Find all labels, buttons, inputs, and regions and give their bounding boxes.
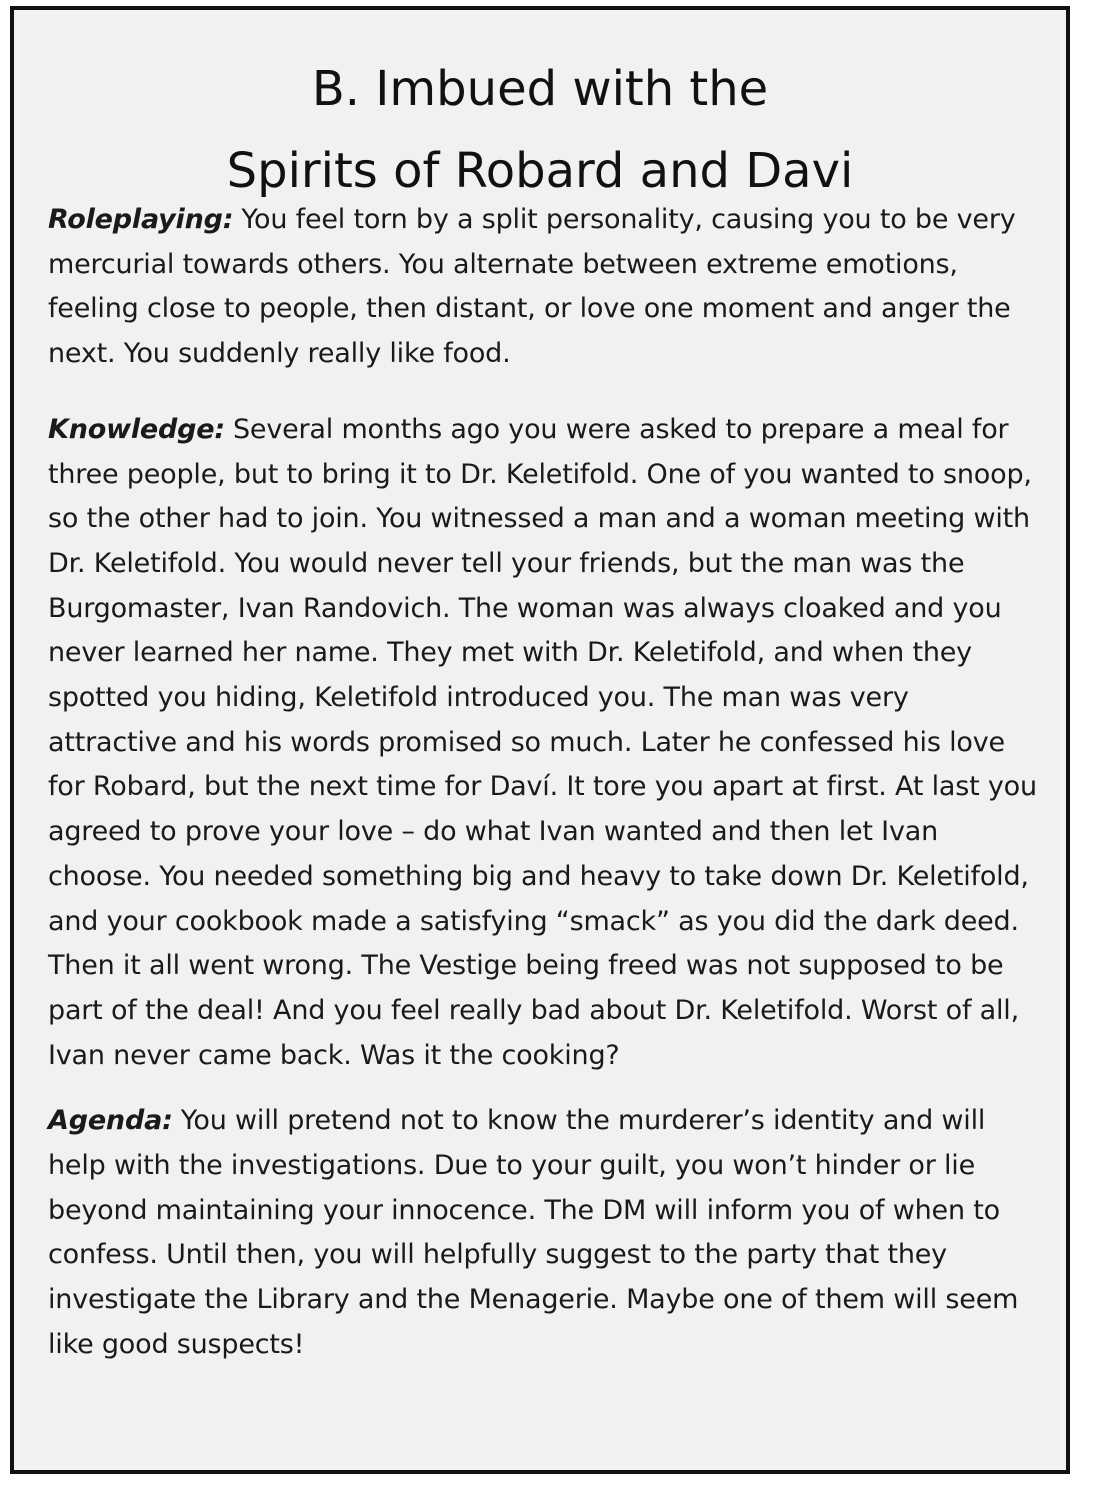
knowledge-label: Knowledge: (48, 413, 225, 445)
roleplaying-section (48, 198, 1040, 377)
agenda-label: Agenda: (48, 1105, 173, 1137)
card-title-line-1: B. Imbued with the (311, 61, 769, 117)
agenda-section (48, 1099, 1040, 1367)
knowledge-text: Several months ago you were asked to prepare a meal for three people, but to bring it to Dr. Keletifold. One of you wanted to snoop, so the other had to join. You witnessed a man and a woman meeting with Dr. Keletifold. You would never tell your friends, but the man was the Burgomaster, Ivan Randovich. The woman was always cloaked and you never learned her name. They met with Dr. Keletifold, and when they spotted you hiding, Keletifold introduced you. The man was very attractive and his words promised so much. Later he confessed his love for Robard, but the next time for Daví. It tore you apart at first. At last you agreed to prove your love – do what Ivan wanted and then let Ivan choose. You needed something big and heavy to take down Dr. Keletifold, and your cookbook made a satisfying “smack” as you did the dark deed. Then it all went wrong. The Vestige being freed was not supposed to be part of the deal! And you feel really bad about Dr. Keletifold. Worst of all, Ivan never came back. Was it the cooking? (48, 413, 1037, 1071)
card-title (14, 48, 1066, 212)
roleplaying-text: You feel torn by a split personality, causing you to be very mercurial towards others. You alternate between extreme emotions, feeling close to people, then distant, or love one moment and anger the next. You suddenly really like food. (48, 204, 1016, 370)
card-title-line-2: Spirits of Robard and Davi (226, 143, 854, 199)
character-card (10, 6, 1070, 1474)
roleplaying-label: Roleplaying: (48, 204, 234, 235)
card-body (48, 198, 1040, 1368)
knowledge-section (48, 408, 1040, 1079)
agenda-text: You will pretend not to know the murderer’s identity and will help with the investigations. Due to your guilt, you won’t hinder or lie beyond maintaining your innocence. The DM will inform you of when to confess. Until then, you will helpfully suggest to the party that they investigate the Library and the Menagerie. Maybe one of them will seem like good suspects! (48, 1105, 1019, 1360)
